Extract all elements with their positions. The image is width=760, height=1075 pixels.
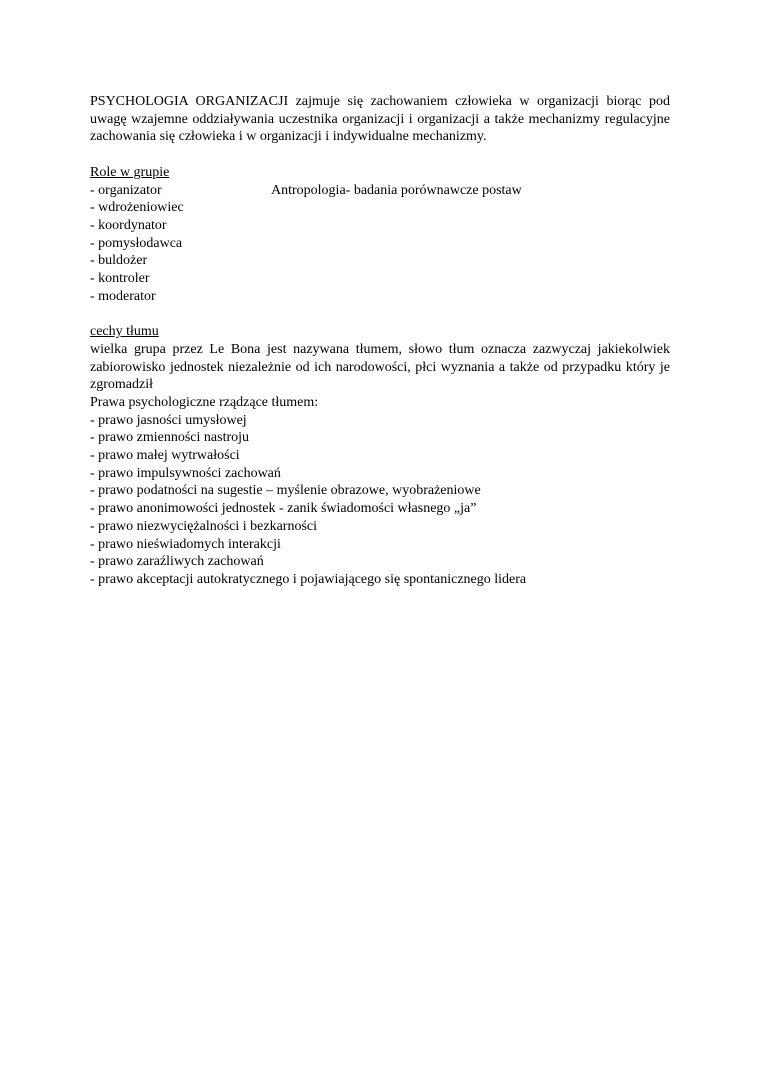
- role-item: - wdrożeniowiec: [90, 200, 184, 216]
- laws-list: [90, 412, 670, 589]
- law-item: - prawo nieświadomych interakcji: [90, 536, 281, 552]
- roles-list: [90, 182, 670, 306]
- role-item: - organizator: [90, 182, 162, 198]
- role-item: - koordynator: [90, 217, 167, 233]
- crowd-heading: cechy tłumu: [90, 324, 159, 340]
- laws-title: Prawa psychologiczne rządzące tłumem:: [90, 394, 319, 410]
- law-item: - prawo anonimowości jednostek - zanik świadomości własnego „ja”: [90, 501, 477, 517]
- law-item: - prawo impulsywności zachowań: [90, 465, 281, 481]
- crowd-description: wielka grupa przez Le Bona jest nazywana tłumem, słowo tłum oznacza zazwyczaj jakiekolwiek zabiorowisko jednostek niezależnie od ich narodowości, płci wyznania a także od przypadku który je zgromadził: [90, 341, 670, 393]
- law-item: - prawo podatności na sugestie – myślenie obrazowe, wyobrażeniowe: [90, 483, 481, 499]
- law-item: - prawo zmienności nastroju: [90, 430, 250, 446]
- roles-section: [90, 182, 670, 306]
- role-item: - kontroler: [90, 271, 150, 287]
- side-note: Antropologia- badania porównawcze postaw: [271, 182, 522, 198]
- law-item: - prawo niezwyciężalności i bezkarności: [90, 518, 318, 534]
- law-item: - prawo jasności umysłowej: [90, 412, 247, 428]
- law-item: - prawo zaraźliwych zachowań: [90, 554, 264, 570]
- document-page: [90, 93, 670, 589]
- role-item: - buldożer: [90, 253, 148, 269]
- roles-heading: Role w grupie: [90, 164, 170, 180]
- spacer: [90, 305, 670, 323]
- law-item: - prawo małej wytrwałości: [90, 448, 240, 464]
- law-item: - prawo akceptacji autokratycznego i pojawiającego się spontanicznego lidera: [90, 571, 527, 587]
- role-item: - moderator: [90, 288, 156, 304]
- role-item: - pomysłodawca: [90, 235, 183, 251]
- intro-paragraph: PSYCHOLOGIA ORGANIZACJI zajmuje się zachowaniem człowieka w organizacji biorąc pod uwagę wzajemne oddziaływania uczestnika organizacji i organizacji a także mechanizmy regulacyjne zachowania się człowieka i w organizacji i indywidualne mechanizmy.: [90, 94, 670, 145]
- spacer: [90, 146, 670, 164]
